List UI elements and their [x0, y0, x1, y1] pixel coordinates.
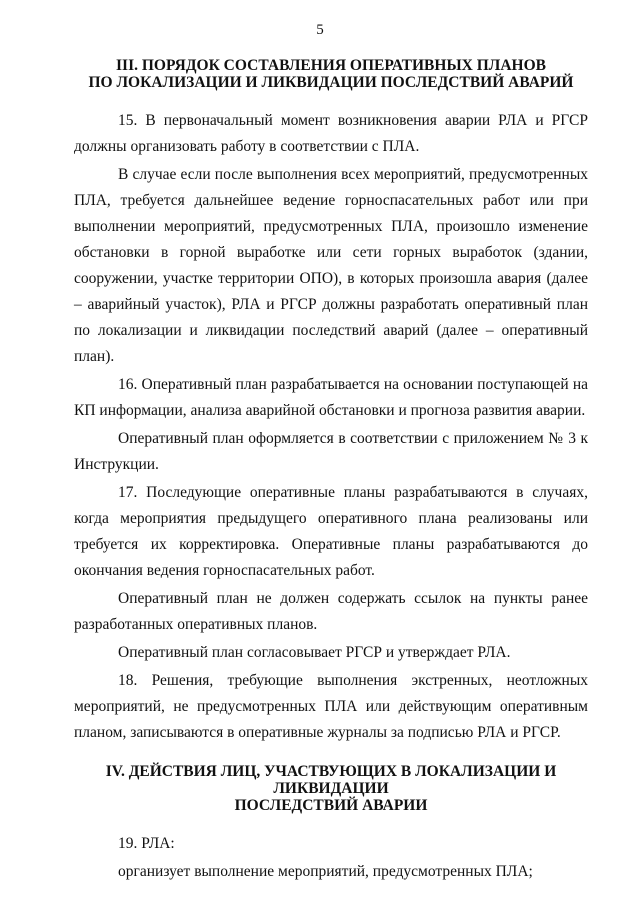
section-4-heading [74, 763, 588, 814]
section-3-title-line-1: III. ПОРЯДОК СОСТАВЛЕНИЯ ОПЕРАТИВНЫХ ПЛАНОВ [116, 57, 546, 74]
paragraph-16-cont: Оперативный план оформляется в соответствии с приложением № 3 к Инструкции. [74, 430, 588, 473]
paragraph-17: 17. Последующие оперативные планы разрабатываются в случаях, когда мероприятия предыдущего оперативного плана реализованы или требуется их корректировка. Оперативные планы разрабатываются до окончания ведения горноспасательных работ. [74, 484, 588, 579]
section-3-title-line-2: ПО ЛОКАЛИЗАЦИИ И ЛИКВИДАЦИИ ПОСЛЕДСТВИЙ АВАРИЙ [88, 74, 574, 91]
paragraph-19: 19. РЛА: [118, 835, 175, 852]
paragraph-15: 15. В первоначальный момент возникновения аварии РЛА и РГСР должны организовать работу в соответствии с ПЛА. [74, 112, 588, 155]
section-3-heading [74, 57, 588, 91]
paragraph-17-cont-1: Оперативный план не должен содержать ссылок на пункты ранее разработанных оперативных планов. [74, 590, 588, 633]
paragraph-16: 16. Оперативный план разрабатывается на основании поступающей на КП информации, анализа аварийной обстановки и прогноза развития аварии. [74, 376, 588, 419]
paragraph-19-item: организует выполнение мероприятий, предусмотренных ПЛА; [118, 863, 533, 880]
paragraph-18: 18. Решения, требующие выполнения экстренных, неотложных мероприятий, не предусмотренных ПЛА или действующим оперативным планом, записываются в оперативные журналы за подписью РЛА и РГСР. [74, 672, 588, 741]
section-4-title-line-2: ПОСЛЕДСТВИЙ АВАРИИ [234, 797, 428, 814]
paragraph-17-cont-2: Оперативный план согласовывает РГСР и утверждает РЛА. [118, 644, 511, 661]
page-number: 5 [316, 22, 324, 38]
paragraph-15-cont: В случае если после выполнения всех мероприятий, предусмотренных ПЛА, требуется дальнейшее ведение горноспасательных работ или при выполнении мероприятий, предусмотренных ПЛА, произошло изменение обстановки в горной выработке или сети горных выработок (здании, сооружении, участке территории ОПО), в которых произошла авария (далее – аварийный участок), РЛА и РГСР должны разработать оперативный план по локализации и ликвидации последствий аварий (далее – оперативный план). [74, 166, 588, 365]
page-content [74, 57, 588, 885]
section-4-title-line-1: IV. ДЕЙСТВИЯ ЛИЦ, УЧАСТВУЮЩИХ В ЛОКАЛИЗАЦИИ И ЛИКВИДАЦИИ [105, 763, 557, 797]
